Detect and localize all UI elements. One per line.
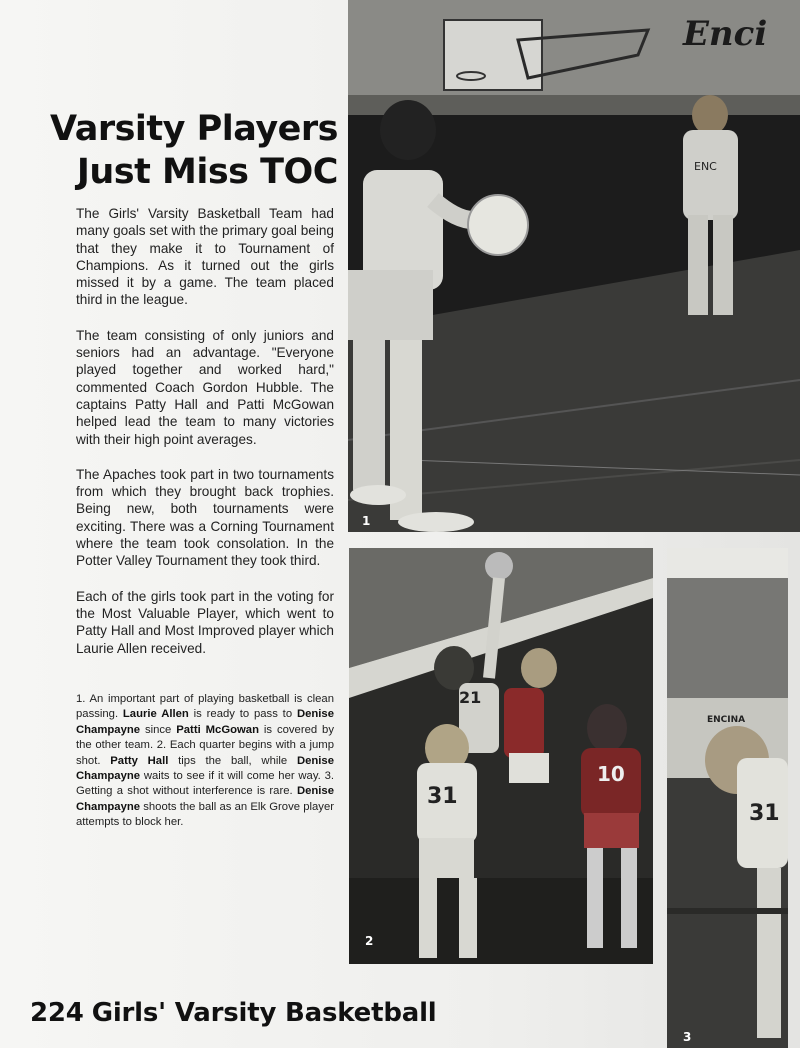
jersey-number: 31 bbox=[749, 801, 780, 826]
caption-name: Patti McGowan bbox=[176, 723, 259, 736]
page-title bbox=[18, 108, 338, 194]
caption-text: shoots the ball as an Elk Grove player attempts to block her. bbox=[76, 800, 334, 829]
headline-line-2: Just Miss TOC bbox=[76, 152, 338, 192]
photo-number: 1 bbox=[362, 514, 371, 528]
paragraph-3: The Apaches took part in two tournaments from which they brought back trophies. Being new, both tournaments were exciting. There was a Corning Tournament where the team took consolation. In the Potter Valley Tournament they took third. bbox=[76, 466, 334, 569]
photo-number: 3 bbox=[683, 1030, 692, 1044]
photo-2-illustration bbox=[349, 548, 653, 964]
banner-text: ENCINA bbox=[707, 715, 746, 725]
caption-name: Denise Champayne bbox=[76, 785, 334, 813]
caption-name: Laurie Allen bbox=[122, 708, 189, 721]
caption-text: waits to see if it will come her way. 3. Getting a shot without interference is rare. bbox=[76, 770, 334, 798]
page-footer bbox=[30, 998, 437, 1028]
photo-3-illustration bbox=[667, 548, 788, 1048]
page-number: 224 bbox=[30, 998, 84, 1028]
jersey-number: 10 bbox=[597, 762, 625, 786]
section-title: Girls' Varsity Basketball bbox=[91, 998, 437, 1028]
jersey-text: ENC bbox=[694, 160, 717, 173]
photo-2-jump-ball bbox=[349, 548, 653, 964]
photo-number: 2 bbox=[365, 934, 374, 948]
article-body bbox=[76, 205, 334, 675]
photo-captions bbox=[76, 692, 334, 831]
gym-wall-text: Enci bbox=[683, 14, 768, 54]
photo-1-passing bbox=[348, 0, 800, 532]
caption-name: Denise Champayne bbox=[76, 754, 334, 783]
caption-text: since bbox=[140, 723, 177, 736]
jersey-number: 31 bbox=[427, 784, 458, 809]
paragraph-4: Each of the girls took part in the voting for the Most Valuable Player, which went to Patty Hall and Most Improved player which Laurie Allen received. bbox=[76, 588, 334, 656]
caption-text: is ready to pass to bbox=[188, 708, 297, 721]
caption-text: tips the ball, while bbox=[168, 754, 297, 767]
headline-line-1: Varsity Players bbox=[50, 109, 338, 149]
caption-name: Denise Champayne bbox=[76, 708, 334, 736]
caption-text: 1. An important part of playing basketball is clean passing. bbox=[76, 693, 334, 721]
jersey-number: 21 bbox=[459, 688, 482, 707]
paragraph-2: The team consisting of only juniors and seniors had an advantage. "Everyone played together and worked hard," commented Coach Gordon Hubble. The captains Patty Hall and Patti McGowan helped lead the team to many victories with their high point averages. bbox=[76, 327, 334, 447]
photo-3-shot bbox=[667, 548, 788, 1048]
caption-text: is covered by the other team. 2. Each quarter begins with a jump shot. bbox=[76, 723, 334, 767]
paragraph-1: The Girls' Varsity Basketball Team had many goals set with the primary goal being that they make it to Tournament of Champions. As it turned out the girls missed it by a game. The team placed third in the league. bbox=[76, 206, 334, 308]
photo-1-illustration bbox=[348, 0, 800, 532]
caption-name: Patty Hall bbox=[110, 754, 169, 767]
